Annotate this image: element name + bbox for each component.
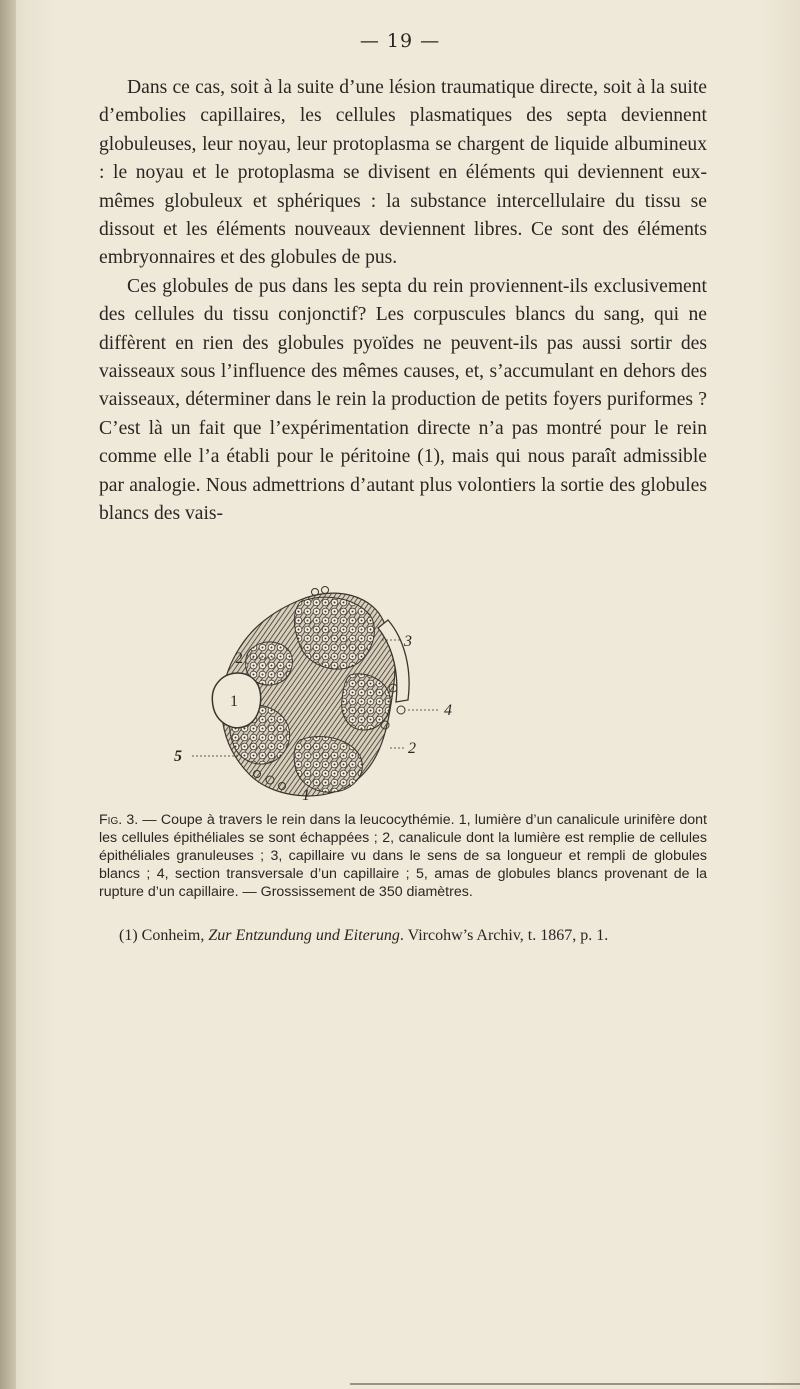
kidney-section-illustration — [150, 580, 510, 805]
figure-caption-text: — Coupe à travers le rein dans la leucocythémie. 1, lumière d’un canalicule urinifère dont les cellules épithéliales se sont échappées ; 2, canalicule dont la lumière est remplie de cellules épithéliales granuleuses ; 3, capillaire vu dans le sens de sa longueur et rempli de globules blancs ; 4, section transversale d’un capillaire ; 5, amas de globules blancs provenant de la rupture d’un capillaire. — Grossissement de 350 diamètres. — [99, 812, 707, 900]
bottom-edge-shadow — [350, 1383, 800, 1385]
figure-label-1-bottom: 1 — [302, 787, 310, 804]
footnote-rest: . Vircohw’s Archiv, t. 1867, p. 1. — [399, 927, 609, 944]
footnote-author: Conheim, — [137, 927, 209, 944]
figure-caption — [99, 811, 707, 901]
paragraph-1: Dans ce cas, soit à la suite d’une lésion traumatique directe, soit à la suite d’embolies capillaires, les cellules plasmatiques des septa deviennent globuleuses, leur noyau, leur protoplasma se chargent de liquide albumineux : le noyau et le protoplasma se divisent en éléments qui deviennent eux-mêmes globuleux et sphériques : la substance intercellulaire du tissu se dissout et les éléments nouveaux deviennent libres. Ce sont des éléments embryonnaires et des globules de pus. — [99, 77, 707, 269]
figure-label-2-right: 2 — [408, 740, 416, 757]
footnote-title: Zur Entzundung und Eiterung — [208, 927, 400, 944]
figure-label-4: 4 — [444, 702, 452, 719]
figure-caption-label: Fig. 3. — [99, 812, 139, 828]
page-number: — 19 — — [359, 30, 441, 52]
footnote-marker: (1) — [119, 927, 138, 944]
figure-label-2-top: 2 — [235, 650, 243, 667]
figure-label-3: 3 — [404, 633, 412, 650]
figure-label-5: 5 — [174, 748, 182, 765]
body-text — [99, 74, 707, 529]
figure-label-1-inner: 1 — [230, 693, 238, 710]
page-spine-shadow — [0, 0, 16, 1389]
footnote — [99, 925, 707, 946]
paragraph-2: Ces globules de pus dans les septa du rein proviennent-ils exclusivement des cellules du tissu conjonctif? Les corpuscules blancs du sang, qui ne diffèrent en rien des globules pyoïdes ne peuvent-ils pas aussi sortir des vaisseaux sous l’influence des mêmes causes, et, s’accumulant en dehors des vaisseaux, déterminer dans le rein la production de petits foyers puriformes ? C’est là un fait que l’expérimentation directe n’a pas montré pour le rein comme elle l’a établi pour le péritoine (1), mais qui nous paraît admissible par analogie. Nous admettrions d’autant plus volontiers la sortie des globules blancs des vais- — [99, 275, 707, 525]
